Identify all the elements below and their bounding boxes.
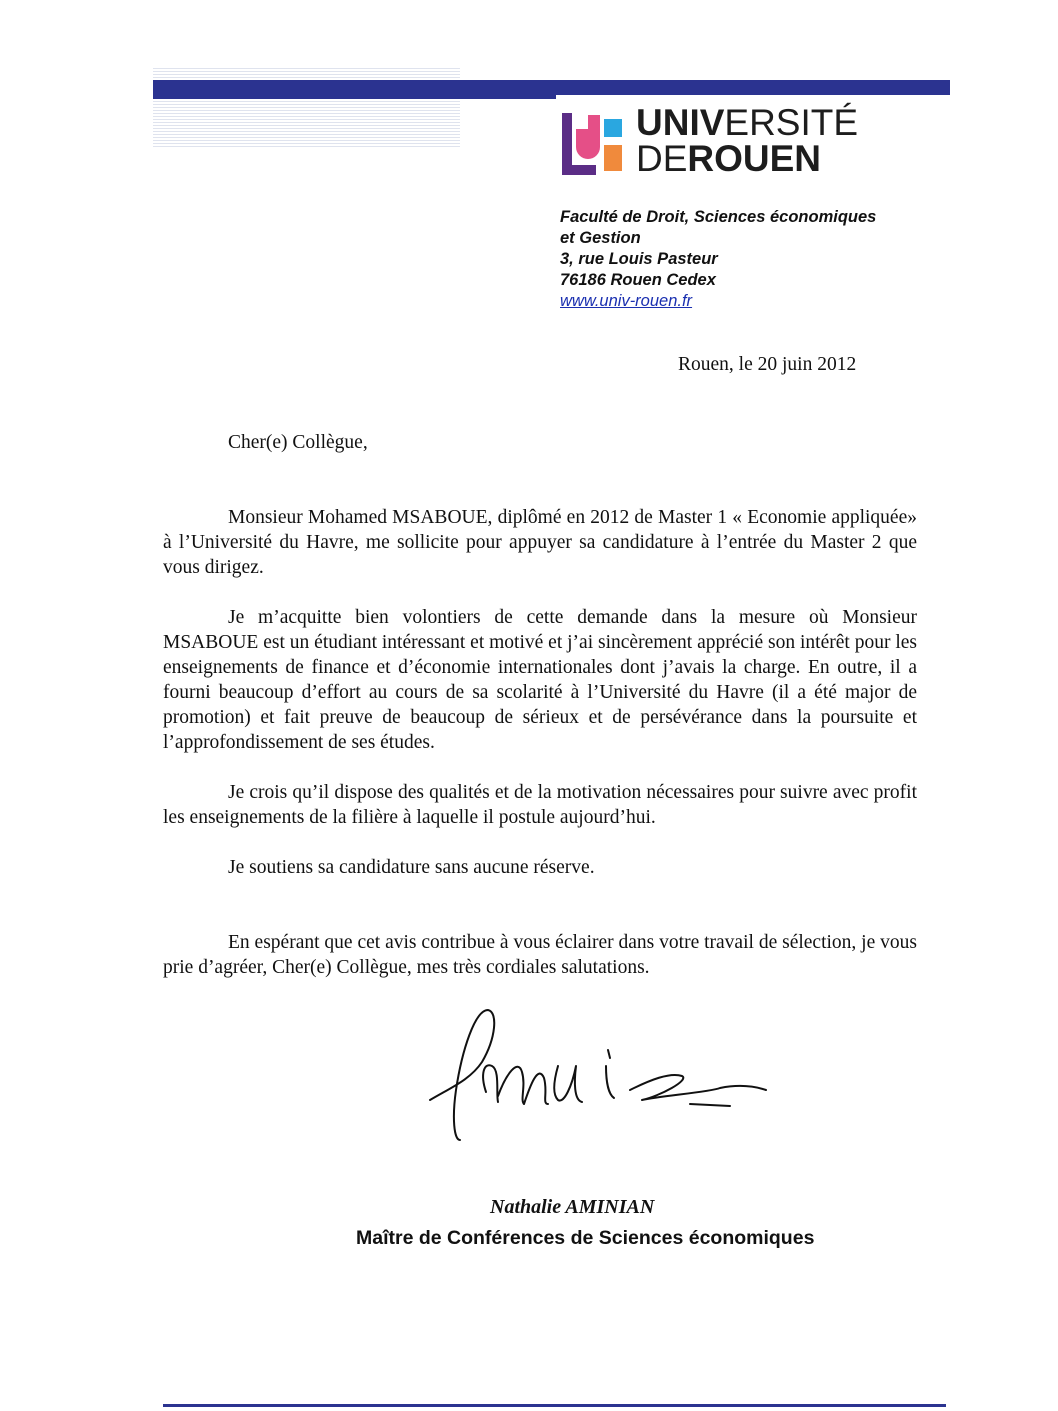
logo-line1-bold: UNIV [636,102,725,143]
letter-paragraph-3-block [163,780,917,830]
logo-line2-light: DE [636,138,688,179]
logo-line1 [636,102,858,143]
address-line-2: et Gestion [560,229,641,247]
signer-title: Maître de Conférences de Sciences économiques [356,1227,815,1249]
address-line-3: 3, rue Louis Pasteur [560,250,718,268]
website-link[interactable]: www.univ-rouen.fr [560,292,693,310]
logo-line2 [636,138,858,179]
logo-line1-light: ERSITÉ [724,102,859,143]
letter-salutation: Cher(e) Collègue, [228,432,368,453]
faculty-address [560,207,876,312]
letter-paragraph-4-block [163,855,917,880]
footer-rule [163,1404,946,1407]
handwritten-signature [420,1000,780,1150]
letter-paragraph: Je crois qu’il dispose des qualités et de la motivation nécessaires pour suivre avec profit les enseignements de la filière à laquelle il postule aujourd’hui. [163,782,917,828]
signer-name: Nathalie AMINIAN [490,1196,655,1218]
university-logo [556,95,950,195]
letter-paragraph-2-block [163,605,917,755]
letter-paragraph: Je soutiens sa candidature sans aucune réserve. [228,857,595,878]
university-logo-mark-icon [558,109,632,183]
letter-paragraph-5-block [163,930,917,980]
address-line-1: Faculté de Droit, Sciences économiques [560,208,877,226]
address-line-4: 76186 Rouen Cedex [560,271,716,289]
letter-paragraph: Je m’acquitte bien volontiers de cette demande dans la mesure où Monsieur MSABOUE est un étudiant intéressant et motivé et j’ai sincèrement apprécié son intérêt pour les enseignements de finance et d’économie internationales dont j’avais la charge. En outre, il a fourni beaucoup d’effort au cours de sa scolarité à l’Université du Havre (il a été major de promotion) et fait preuve de beaucoup de sérieux et de persévérance dans la poursuite et l’approfondissement de ses études. [163,607,917,753]
letter-date: Rouen, le 20 juin 2012 [678,354,857,375]
letter-paragraph: En espérant que cet avis contribue à vous éclairer dans votre travail de sélection, je vous prie d’agréer, Cher(e) Collègue, mes très cordiales salutations. [163,932,917,978]
address-website-row [560,291,876,312]
university-logo-text [636,102,859,179]
letter-paragraph-1-block [163,505,917,580]
letter-paragraph: Monsieur Mohamed MSABOUE, diplômé en 2012 de Master 1 « Economie appliquée» à l’Université du Havre, me sollicite pour appuyer sa candidature à l’entrée du Master 2 que vous dirigez. [163,507,917,578]
logo-line2-bold: ROUEN [687,138,822,179]
